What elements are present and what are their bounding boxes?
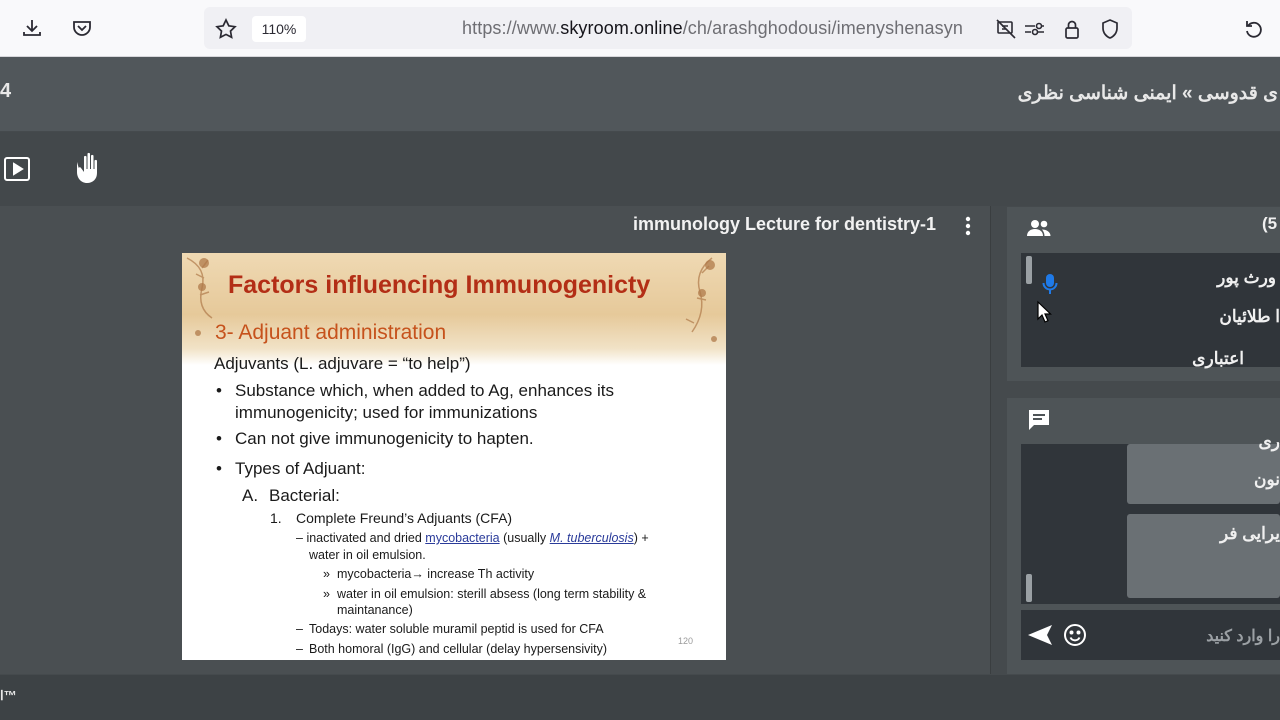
- bullet-dot: •: [216, 429, 222, 448]
- slide-sub-1: mycobacteria→ increase Th activity: [337, 567, 535, 581]
- bullet-dot: •: [216, 459, 222, 478]
- header-left-number: 4: [0, 80, 12, 102]
- chat-input[interactable]: [1097, 616, 1280, 654]
- chat-message-text: یرایی فر: [1220, 524, 1280, 543]
- slide-dash-1: – inactivated and dried mycobacteria (usually M. tuberculosis) +: [296, 531, 649, 545]
- chat-message-text: ری: [1258, 432, 1280, 451]
- dash-1-text-c: ) +: [633, 531, 649, 545]
- slide-page-number: 120: [678, 636, 694, 646]
- chat-input-placeholder: را وارد کنید: [1206, 628, 1280, 645]
- mouse-cursor-icon: [1037, 301, 1051, 323]
- slide-intro: Adjuvants (L. adjuvare = “to help”): [214, 354, 471, 373]
- shield-icon[interactable]: [1096, 15, 1124, 43]
- bullet-dot: •: [216, 381, 222, 400]
- url-path: /ch/arashghodousi/imenyshenasyn: [682, 18, 963, 38]
- emoji-icon[interactable]: [1063, 623, 1087, 647]
- m-tuberculosis-link[interactable]: M. tuberculosis: [549, 531, 634, 545]
- users-group-icon: [1025, 216, 1053, 240]
- controls-bar: [0, 132, 1280, 206]
- slide-title: Factors influencing Immunogenicty: [228, 271, 651, 299]
- users-scrollbar[interactable]: [1026, 256, 1032, 284]
- slide-sub-a: Bacterial:: [269, 486, 340, 505]
- chat-message-text: نون: [1254, 470, 1280, 489]
- chat-message: [1127, 514, 1280, 598]
- slide-bullet-3: Types of Adjuant:: [235, 459, 366, 478]
- url-prefix: https://www.: [462, 18, 561, 38]
- pocket-icon[interactable]: [68, 14, 96, 42]
- user-name[interactable]: اعتباری: [1192, 349, 1244, 368]
- users-list: [1021, 253, 1280, 367]
- microphone-icon[interactable]: [1041, 272, 1059, 296]
- media-play-icon[interactable]: [2, 154, 32, 184]
- lecture-title: immunology Lecture for dentistry-1: [632, 214, 936, 234]
- slide-bullet-1-line-2: immunogenicity; used for immunizations: [235, 403, 538, 422]
- mycobacteria-link[interactable]: mycobacteria: [425, 531, 500, 545]
- chat-messages: [1021, 432, 1280, 604]
- sub-a-marker: A.: [242, 486, 259, 505]
- reload-icon[interactable]: [1240, 15, 1268, 43]
- user-name[interactable]: ا طلائیان: [1219, 307, 1280, 326]
- url-text[interactable]: [462, 18, 963, 39]
- slide-bullet-1-line-1: Substance which, when added to Ag, enhances its: [235, 381, 614, 400]
- more-options-icon[interactable]: [958, 214, 978, 238]
- slide-dash-3: Both homoral (IgG) and cellular (delay hypersensivity): [309, 642, 608, 656]
- dash-marker: –: [296, 622, 303, 636]
- item-1-marker: 1.: [270, 510, 282, 526]
- url-domain: skyroom.online: [560, 18, 683, 38]
- slide-bullet-2: Can not give immunogenicity to hapten.: [235, 429, 534, 448]
- slide-item-1: Complete Freund’s Adjuants (CFA): [296, 510, 513, 526]
- slide-dash-2: Todays: water soluble muramil peptid is used for CFA: [309, 622, 604, 636]
- dash-1-text-b: (usually: [499, 531, 550, 545]
- slide-dash-1-line-2: water in oil emulsion.: [309, 548, 426, 562]
- raise-hand-icon[interactable]: [68, 150, 102, 186]
- floral-ornament-icon: [182, 253, 726, 365]
- sub-marker: »: [323, 587, 330, 601]
- dash-marker: –: [296, 642, 303, 656]
- slide-sub-2-line-2: maintanance): [337, 603, 413, 617]
- slide-subtitle: 3- Adjuant administration: [215, 321, 447, 344]
- lock-icon[interactable]: [1058, 15, 1086, 43]
- presentation-slide: [182, 253, 726, 660]
- slide-sub-2-line-1: water in oil emulsion: sterill absess (long term stability &: [337, 587, 647, 601]
- slide-header-decoration: [182, 253, 726, 365]
- user-name[interactable]: ورث پور: [1217, 268, 1276, 287]
- zoom-level-badge[interactable]: 110%: [252, 16, 306, 42]
- footer-bar: [0, 675, 1280, 720]
- send-icon[interactable]: [1027, 624, 1053, 646]
- users-count: (5: [1262, 214, 1278, 233]
- chat-input-bar: [1021, 610, 1280, 660]
- chat-message: [1127, 432, 1280, 504]
- course-breadcrumb: ی قدوسی » ایمنی شناسی نظری: [1017, 83, 1278, 104]
- download-icon[interactable]: [18, 14, 46, 42]
- dash-1-text-a: inactivated and dried: [306, 531, 426, 545]
- permissions-icon[interactable]: [1020, 15, 1048, 43]
- tracking-protection-icon[interactable]: [992, 15, 1020, 43]
- sub-marker: »: [323, 567, 330, 581]
- chat-icon: [1026, 407, 1052, 433]
- chat-scrollbar[interactable]: [1026, 574, 1032, 602]
- bookmark-star-icon[interactable]: [212, 15, 240, 43]
- footer-brand: ا™: [0, 688, 17, 703]
